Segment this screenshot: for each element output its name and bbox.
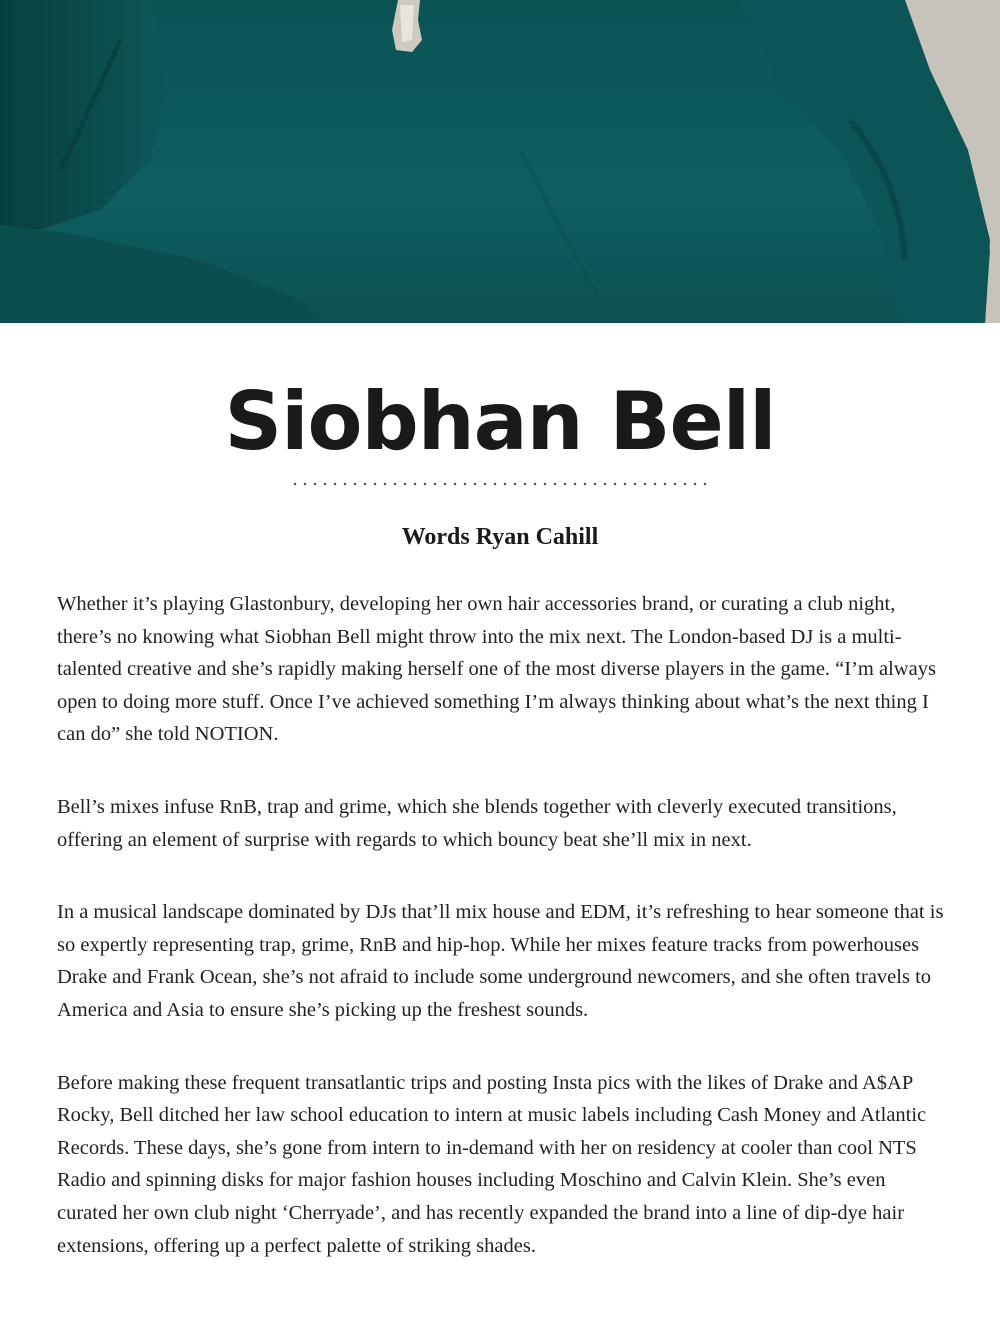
article-paragraph: Bell’s mixes infuse RnB, trap and grime, which she blends together with cleverly executed transitions, offering an element of surprise with regards to which bouncy beat she’ll mix in next. (57, 795, 897, 851)
article-paragraph: In a musical landscape dominated by DJs that’ll mix house and EDM, it’s refreshing to hear someone that is so expertly representing trap, grime, RnB and hip-hop. While her mixes feature tracks from powerhouses Drake and Frank Ocean, she’s not afraid to include some underground newcomers, and she often travels to America and Asia to ensure she’s picking up the freshest sounds. (57, 901, 944, 1021)
article-paragraph: Whether it’s playing Glastonbury, developing her own hair accessories brand, or curating a club night, there’s no knowing what Siobhan Bell might throw into the mix next. The London-based DJ is a multi-talented creative and she’s rapidly making herself one of the most diverse players in the game. “I’m always open to doing more stuff. Once I’ve achieved something I’m always thinking about what’s the next thing I can do” she told NOTION. (57, 593, 936, 746)
article-byline: Words Ryan Cahill (401, 524, 599, 550)
article-body (57, 588, 947, 1302)
hero-image (0, 0, 1000, 323)
hero-photo-illustration (0, 0, 1000, 323)
article-paragraph: Before making these frequent transatlantic trips and posting Insta pics with the likes of Drake and A$AP Rocky, Bell ditched her law school education to intern at music labels including Cash Money and Atlantic Records. These days, she’s gone from intern to in-demand with her on residency at cooler than cool NTS Radio and spinning disks for major fashion houses including Moschino and Calvin Klein. She’s even curated her own club night ‘Cherryade’, and has recently expanded the brand into a line of dip-dye hair extensions, offering up a perfect palette of striking shades. (57, 1071, 927, 1257)
article-title: Siobhan Bell (224, 375, 776, 468)
dotted-divider (290, 482, 710, 486)
